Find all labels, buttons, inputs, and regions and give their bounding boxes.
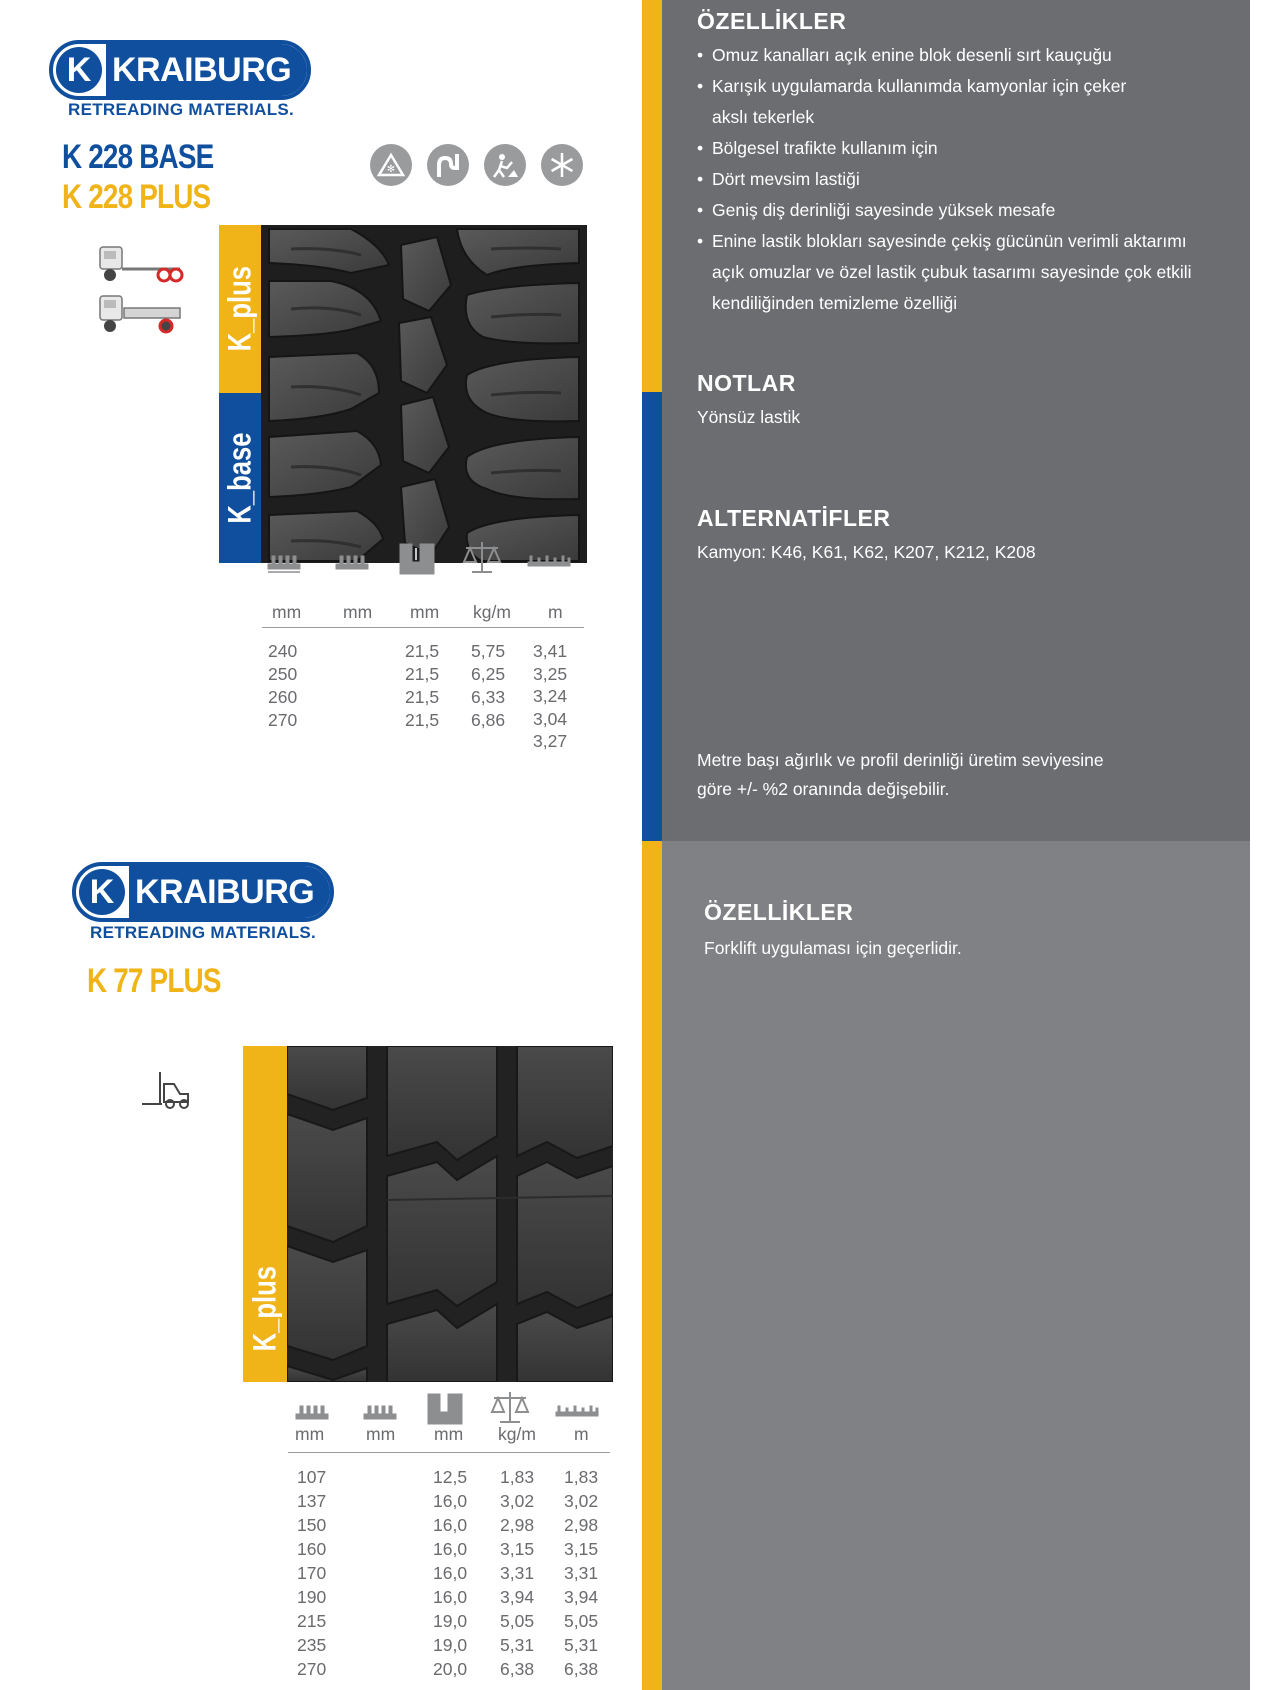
table-cell: 19,0 (433, 1611, 468, 1631)
table-cell: 20,0 (433, 1659, 468, 1679)
snowflake-icon (541, 144, 583, 186)
feature-item: • Dört mevsim lastiği (697, 164, 1217, 195)
product2-info-panel (662, 841, 1250, 1690)
table-cell: 240 (268, 641, 298, 661)
alternatives-title: ALTERNATİFLER (697, 505, 891, 531)
svg-text:✻: ✻ (386, 164, 396, 175)
table-cell: 5,75 (471, 641, 506, 661)
table-cell: 16,0 (433, 1563, 468, 1583)
table-cell: 3,04 (533, 708, 568, 729)
unit-label: mm (410, 602, 440, 622)
footnote-text: Metre başı ağırlık ve profil derinliği üretim seviyesine göre +/- %2 oranında değişebilir. (697, 750, 1104, 799)
header-divider (262, 627, 584, 628)
retreading-materials-text: RETREADING MATERIALS. (90, 923, 317, 942)
table-cell: 3,27 (533, 731, 568, 751)
tread-pattern-k77 (287, 1046, 613, 1382)
forklift-icon (140, 1070, 192, 1110)
feature-item: • Geniş diş derinliği sayesinde yüksek mesafe (697, 195, 1217, 226)
table-cell: 6,38 (500, 1659, 535, 1679)
table-cell: 3,94 (564, 1587, 599, 1607)
tread-pattern-k228 (261, 225, 587, 563)
unit-label: mm (272, 602, 302, 622)
table-cell: 160 (297, 1539, 327, 1559)
length-ruler-icon (556, 1406, 598, 1416)
table-cell: 270 (268, 710, 298, 730)
construction-worker-icon (484, 144, 526, 186)
table-cell: 3,31 (500, 1563, 535, 1583)
table-cell: 215 (297, 1611, 327, 1631)
feature-item: • Karışık uygulamarda kullanımda kamyonlar için çeker akslı tekerlek (697, 71, 1137, 133)
model-plus-title: K 228 PLUS (62, 178, 211, 216)
alternatives-text: Kamyon: K46, K61, K62, K207, K212, K208 (697, 542, 1036, 562)
table-cell: 6,86 (471, 710, 506, 730)
model-base-title: K 228 BASE (62, 138, 214, 176)
table-cell: 235 (297, 1635, 327, 1655)
kraiburg-logo (72, 862, 334, 922)
truck-tractor-icon (94, 243, 184, 287)
dimension-icons-row (290, 1386, 610, 1426)
table-cell: 3,02 (500, 1491, 535, 1511)
label-bar-k-base: K_base (219, 393, 261, 563)
table-cell: 16,0 (433, 1515, 468, 1535)
model-plus-title: K 77 PLUS (87, 962, 221, 1000)
table-cell: 3,02 (564, 1491, 599, 1511)
table-cell: 3,15 (564, 1539, 599, 1559)
table-cell: 1,83 (500, 1467, 535, 1487)
width-bottom-icon (336, 556, 368, 569)
table-cell: 12,5 (433, 1467, 468, 1487)
table-cell: 150 (297, 1515, 327, 1535)
features-list (697, 40, 1217, 319)
table-cell: 5,31 (500, 1635, 535, 1655)
unit-label: mm (434, 1424, 464, 1444)
table-cell: 2,98 (564, 1515, 599, 1535)
notes-title: NOTLAR (697, 370, 796, 396)
accent-stripe-yellow-bottom (642, 841, 662, 1690)
table-cell: 16,0 (433, 1539, 468, 1559)
feature-item: • Omuz kanalları açık enine blok desenli sırt kauçuğu (697, 40, 1217, 71)
product1-info-panel (662, 0, 1250, 841)
table-cell: 21,5 (405, 664, 440, 684)
table-cell: 5,05 (564, 1611, 599, 1631)
width-bottom-icon (364, 1406, 396, 1419)
unit-label: kg/m (473, 602, 511, 622)
table-cell: 6,33 (471, 687, 506, 707)
length-ruler-icon (528, 556, 570, 566)
table-cell: 190 (297, 1587, 327, 1607)
width-top-icon (268, 556, 300, 572)
table-cell: 16,0 (433, 1587, 468, 1607)
table-cell: 16,0 (433, 1491, 468, 1511)
header-divider (288, 1452, 610, 1453)
table-cell: 137 (297, 1491, 327, 1511)
logo-wordmark: KRAIBURG (106, 44, 307, 96)
kraiburg-logo (49, 40, 311, 100)
unit-label: m (574, 1424, 589, 1444)
table-cell: 3,25 (533, 663, 568, 684)
label-bar-k-plus: K_plus (243, 1046, 287, 1382)
table-cell: 6,25 (471, 664, 506, 684)
road-curve-icon (427, 144, 469, 186)
table-cell: 107 (297, 1467, 327, 1487)
weight-scale-icon (464, 542, 500, 572)
table-cell: 21,5 (405, 710, 440, 730)
depth-icon (428, 1394, 462, 1424)
label-bar-k-plus: K_plus (219, 225, 261, 393)
feature-item: • Bölgesel trafikte kullanım için (697, 133, 1217, 164)
feature-item: • Enine lastik blokları sayesinde çekiş gücünün verimli aktarımı açık omuzlar ve özel lastik çubuk tasarımı sayesinde çok etkili kendiliğinden temizleme özelliği (697, 226, 1212, 319)
dimension-icons-row (262, 536, 582, 576)
mountain-snow-icon (370, 144, 412, 186)
features-text: Forklift uygulaması için geçerlidir. (704, 938, 962, 958)
unit-label: m (548, 602, 563, 622)
accent-stripe-yellow-top (642, 0, 662, 392)
table-cell: 5,31 (564, 1635, 599, 1655)
weight-scale-icon (492, 1392, 528, 1422)
depth-icon (400, 544, 434, 574)
table-cell: 21,5 (405, 641, 440, 661)
retreading-materials-text: RETREADING MATERIALS. (68, 100, 295, 119)
features-title: ÖZELLİKLER (704, 899, 854, 925)
unit-label: mm (366, 1424, 396, 1444)
table-cell: 3,15 (500, 1539, 535, 1559)
table-cell: 3,41 (533, 641, 568, 661)
table-cell: 3,31 (564, 1563, 599, 1583)
width-top-icon (296, 1406, 328, 1419)
logo-k-mark: K (79, 869, 125, 915)
unit-label: kg/m (498, 1424, 536, 1444)
features-title: ÖZELLİKLER (697, 8, 847, 34)
unit-label: mm (295, 1424, 325, 1444)
truck-flatbed-icon (94, 292, 184, 338)
table-cell: 19,0 (433, 1635, 468, 1655)
notes-text: Yönsüz lastik (697, 407, 801, 427)
table-cell: 3,94 (500, 1587, 535, 1607)
table-cell: 1,83 (564, 1467, 599, 1487)
table-cell: 270 (297, 1659, 327, 1679)
accent-stripe-blue (642, 392, 662, 841)
table-cell: 170 (297, 1563, 327, 1583)
table-cell: 6,38 (564, 1659, 599, 1679)
table-cell: 260 (268, 687, 298, 707)
logo-wordmark: KRAIBURG (129, 866, 330, 918)
table-cell: 2,98 (500, 1515, 535, 1535)
unit-label: mm (343, 602, 373, 622)
table-cell: 3,24 (533, 686, 568, 706)
table-cell: 21,5 (405, 687, 440, 707)
table-cell: 5,05 (500, 1611, 535, 1631)
logo-k-mark: K (56, 47, 102, 93)
table-cell: 250 (268, 664, 298, 684)
